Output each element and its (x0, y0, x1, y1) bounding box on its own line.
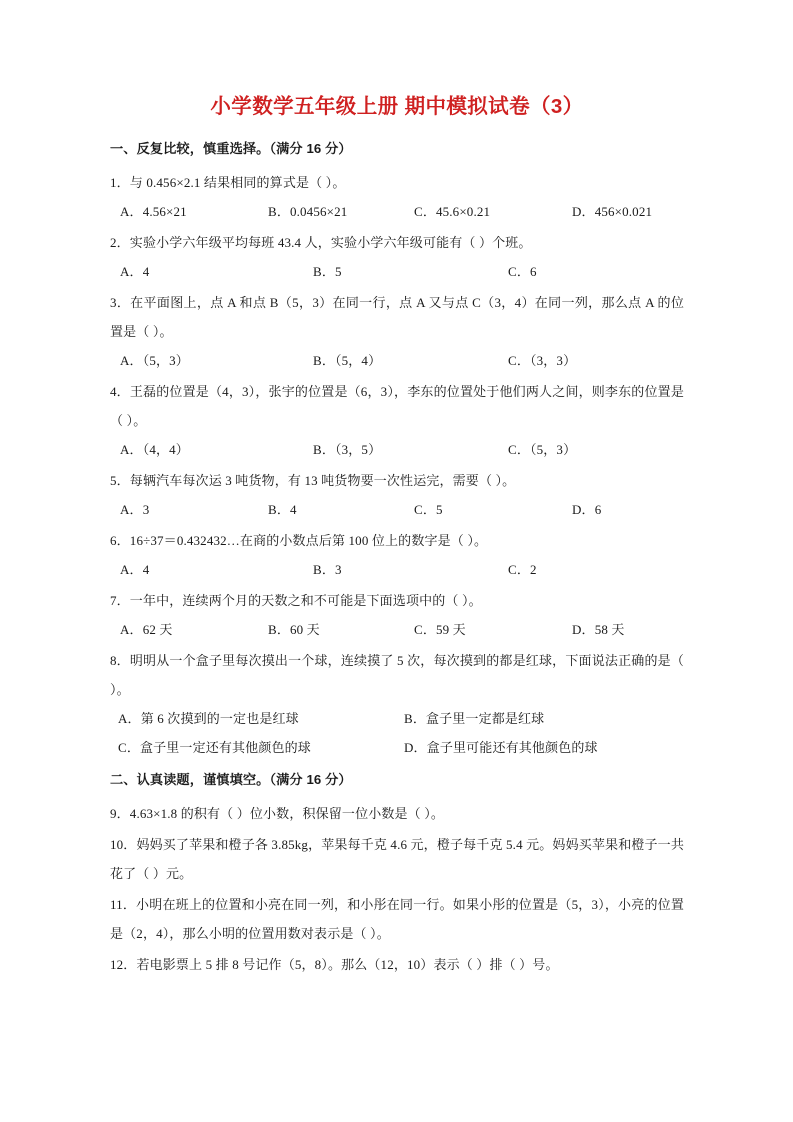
question-option[interactable]: A．（4，4） (120, 442, 189, 457)
question-block (110, 586, 684, 644)
question-option[interactable]: C．6 (508, 264, 537, 279)
option-row (110, 257, 684, 286)
exam-section (110, 769, 684, 979)
option-row (110, 615, 684, 644)
question-block (110, 830, 684, 888)
question-option[interactable]: A．4 (120, 264, 150, 279)
question-option[interactable]: D．盒子里可能还有其他颜色的球 (404, 740, 598, 755)
question-stem: 9．4.63×1.8 的积有（ ）位小数，积保留一位小数是（ ）。 (110, 806, 445, 821)
question-option[interactable]: C．（5，3） (508, 442, 577, 457)
question-option[interactable]: A．第 6 次摸到的一定也是红球 (118, 711, 299, 726)
question-block (110, 168, 684, 226)
question-block (110, 799, 684, 828)
question-stem: 12．若电影票上 5 排 8 号记作（5，8）。那么（12，10）表示（ ）排（ ）号。 (110, 957, 559, 972)
question-block (110, 377, 684, 464)
option-row (110, 435, 684, 464)
question-option[interactable]: D．456×0.021 (572, 204, 653, 219)
question-option[interactable]: A．4.56×21 (120, 204, 187, 219)
question-stem: 11．小明在班上的位置和小亮在同一列，和小彤在同一行。如果小彤的位置是（5，3），小亮的位置是（2，4），那么小明的位置用数对表示是（ ）。 (110, 897, 684, 941)
question-stem: 3．在平面图上，点 A 和点 B（5，3）在同一行，点 A 又与点 C（3，4）在同一列，那么点 A 的位置是（ ）。 (110, 295, 684, 339)
exam-section (110, 138, 684, 762)
question-block (110, 526, 684, 584)
question-option[interactable]: A．（5，3） (120, 353, 189, 368)
question-option[interactable]: A．3 (120, 502, 150, 517)
question-option[interactable]: C．5 (414, 502, 443, 517)
option-row (110, 346, 684, 375)
question-block (110, 466, 684, 524)
question-option[interactable]: B．（3，5） (313, 442, 382, 457)
question-stem: 2．实验小学六年级平均每班 43.4 人，实验小学六年级可能有（ ）个班。 (110, 235, 532, 250)
question-stem: 1．与 0.456×2.1 结果相同的算式是（ ）。 (110, 175, 346, 190)
option-row (110, 704, 684, 762)
question-option[interactable]: D．6 (572, 502, 602, 517)
question-stem: 7．一年中，连续两个月的天数之和不可能是下面选项中的（ ）。 (110, 593, 482, 608)
question-stem: 4．王磊的位置是（4，3），张宇的位置是（6，3），李东的位置处于他们两人之间，则李东的位置是（ ）。 (110, 384, 684, 428)
section-heading: 二、认真读题，谨慎填空。（满分 16 分） (110, 772, 352, 787)
question-option[interactable]: A．4 (120, 562, 150, 577)
question-option[interactable]: C．盒子里一定还有其他颜色的球 (118, 740, 311, 755)
sections-container (110, 138, 684, 979)
question-block (110, 646, 684, 762)
question-option[interactable]: C．2 (508, 562, 537, 577)
section-heading: 一、反复比较，慎重选择。（满分 16 分） (110, 141, 352, 156)
question-block (110, 890, 684, 948)
question-option[interactable]: B．盒子里一定都是红球 (404, 711, 545, 726)
question-option[interactable]: B．60 天 (268, 622, 320, 637)
question-option[interactable]: B．（5，4） (313, 353, 382, 368)
question-option[interactable]: B．4 (268, 502, 297, 517)
question-option[interactable]: B．5 (313, 264, 342, 279)
option-row (110, 555, 684, 584)
question-option[interactable]: B．0.0456×21 (268, 204, 348, 219)
question-option[interactable]: A．62 天 (120, 622, 173, 637)
question-option[interactable]: C．（3，3） (508, 353, 577, 368)
question-option[interactable]: C．59 天 (414, 622, 466, 637)
question-block (110, 950, 684, 979)
question-option[interactable]: C．45.6×0.21 (414, 204, 491, 219)
question-stem: 6．16÷37＝0.432432…在商的小数点后第 100 位上的数字是（ ）。 (110, 533, 488, 548)
paper-content (110, 92, 684, 981)
question-stem: 5．每辆汽车每次运 3 吨货物，有 13 吨货物要一次性运完，需要（ ）。 (110, 473, 516, 488)
question-stem: 10．妈妈买了苹果和橙子各 3.85kg，苹果每千克 4.6 元，橙子每千克 5.4 元。妈妈买苹果和橙子一共花了（ ）元。 (110, 837, 684, 881)
question-option[interactable]: D．58 天 (572, 622, 625, 637)
question-stem: 8．明明从一个盒子里每次摸出一个球，连续摸了 5 次，每次摸到的都是红球，下面说法正确的是（ ）。 (110, 653, 684, 697)
question-block (110, 228, 684, 286)
page-title: 小学数学五年级上册 期中模拟试卷（3） (210, 95, 584, 118)
question-option[interactable]: B．3 (313, 562, 342, 577)
option-row (110, 197, 684, 226)
option-row (110, 495, 684, 524)
question-block (110, 288, 684, 375)
